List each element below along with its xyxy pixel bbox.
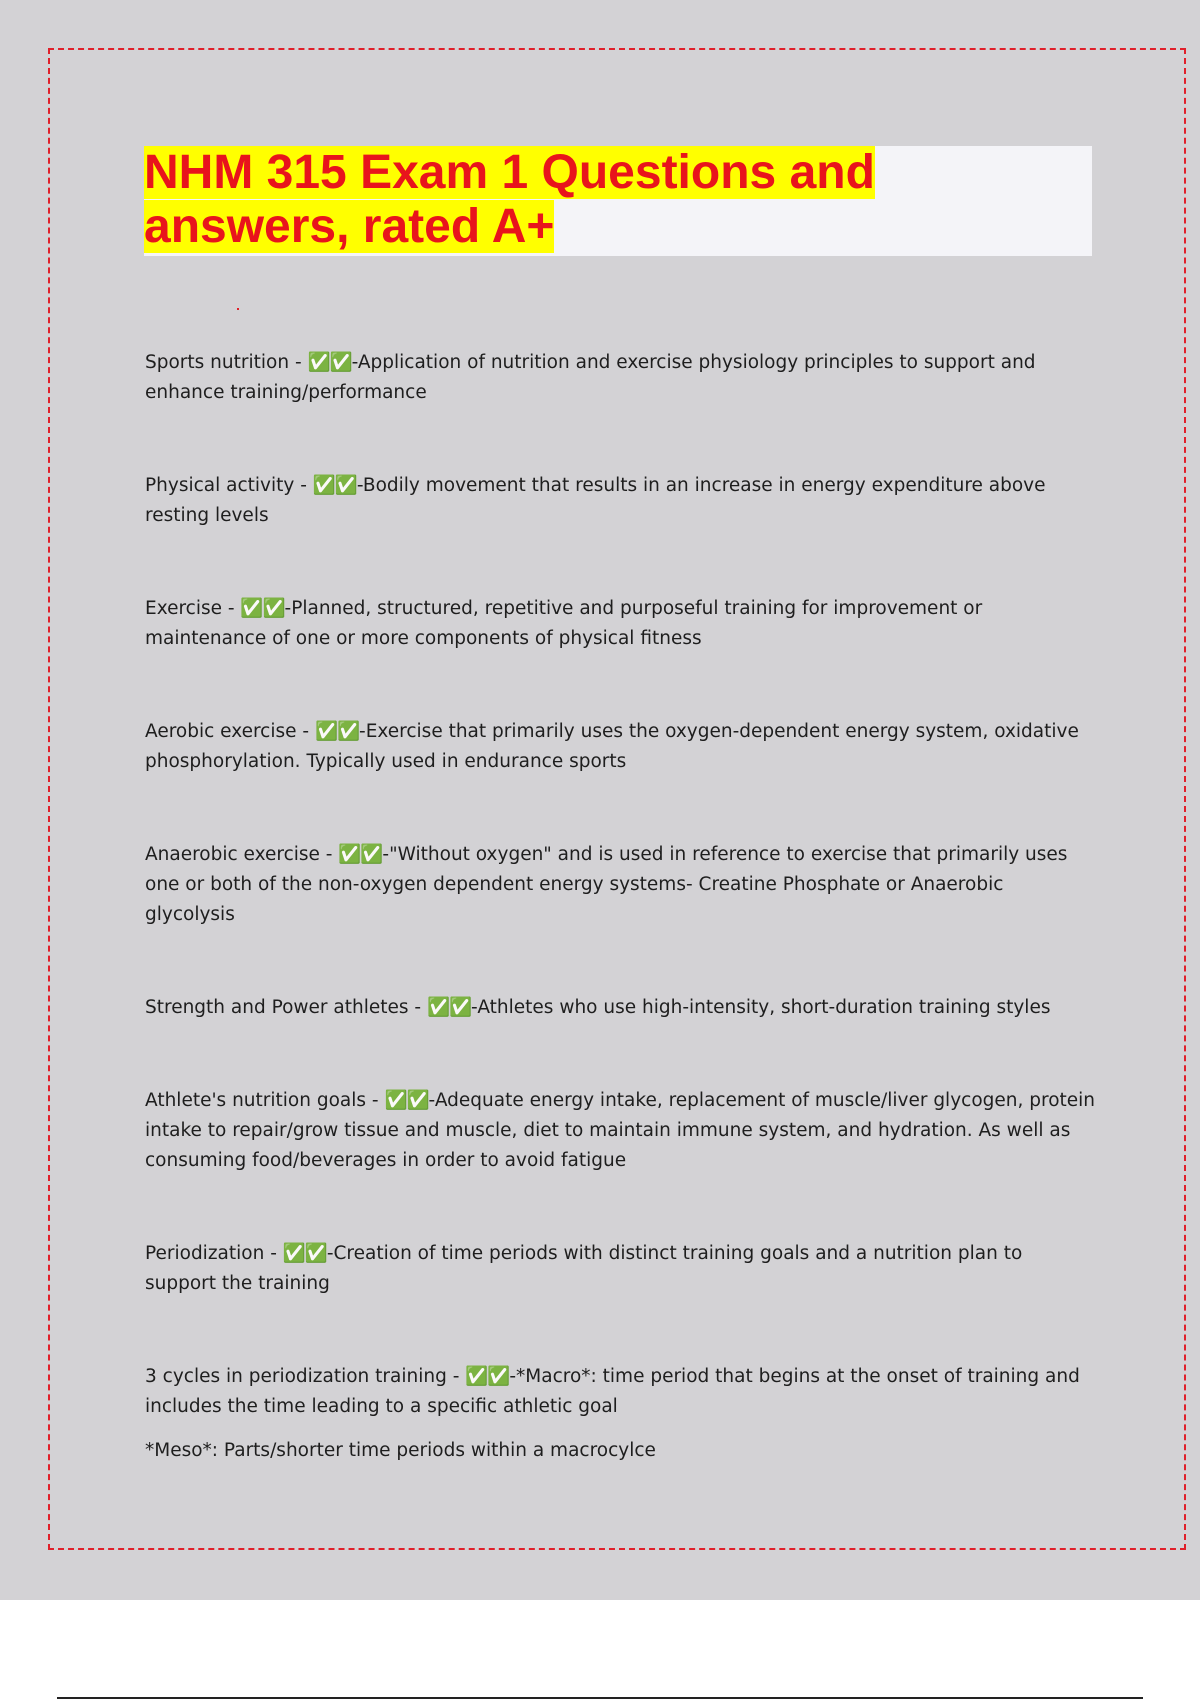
term: Athlete's nutrition goals bbox=[145, 1090, 367, 1111]
double-check-mark-icon: ✅✅ bbox=[282, 1243, 327, 1264]
dash: - bbox=[356, 475, 363, 496]
double-check-mark-icon: ✅✅ bbox=[465, 1366, 510, 1387]
definition: *Macro*: time period that begins at the onset of training and includes the time leading to a specific athletic goal bbox=[145, 1366, 1080, 1417]
dash: - bbox=[382, 844, 390, 865]
list-item bbox=[145, 717, 1095, 777]
list-item bbox=[145, 1086, 1095, 1176]
list-item bbox=[145, 1239, 1095, 1299]
title-line-2: answers, rated A+ bbox=[144, 200, 555, 253]
definition: Athletes who use high-intensity, short-duration training styles bbox=[477, 997, 1051, 1018]
double-check-mark-icon: ✅✅ bbox=[307, 352, 352, 373]
term: Strength and Power athletes bbox=[145, 997, 409, 1018]
double-check-mark-icon: ✅✅ bbox=[426, 997, 472, 1018]
definition: Application of nutrition and exercise physiology principles to support and enhance training/performance bbox=[145, 352, 1036, 403]
separator: - bbox=[319, 844, 339, 865]
double-check-mark-icon: ✅✅ bbox=[312, 475, 357, 496]
double-check-mark-icon: ✅✅ bbox=[240, 598, 285, 619]
term: Aerobic exercise bbox=[145, 721, 297, 742]
dash: - bbox=[428, 1090, 435, 1111]
list-item bbox=[145, 840, 1095, 930]
double-check-mark-icon: ✅✅ bbox=[384, 1090, 429, 1111]
term: Sports nutrition bbox=[145, 352, 290, 373]
definition: Bodily movement that results in an increase in energy expenditure above resting levels bbox=[145, 475, 1046, 526]
term: Physical activity bbox=[145, 475, 295, 496]
document-title bbox=[144, 146, 904, 254]
separator: - bbox=[289, 352, 308, 373]
double-check-mark-icon: ✅✅ bbox=[338, 844, 383, 865]
definition: Exercise that primarily uses the oxygen-dependent energy system, oxidative phosphorylation. Typically used in endurance sports bbox=[145, 721, 1079, 772]
dash: - bbox=[471, 997, 478, 1018]
bottom-divider bbox=[57, 1697, 1143, 1699]
list-item bbox=[145, 993, 1095, 1023]
separator: - bbox=[294, 475, 313, 496]
double-check-mark-icon: ✅✅ bbox=[314, 721, 360, 742]
stray-dot bbox=[237, 308, 239, 310]
list-item bbox=[145, 1362, 1095, 1422]
term: 3 cycles in periodization training bbox=[145, 1366, 447, 1387]
dash: - bbox=[509, 1366, 517, 1387]
dash: - bbox=[326, 1243, 334, 1264]
list-item bbox=[145, 348, 1095, 408]
definition: Adequate energy intake, replacement of muscle/liver glycogen, protein intake to repair/grow tissue and muscle, diet to maintain immune system, and hydration. As well as consuming food/beverages in order to avoid fatigue bbox=[145, 1090, 1096, 1171]
title-line-1: NHM 315 Exam 1 Questions and bbox=[144, 146, 875, 199]
definition: Creation of time periods with distinct training goals and a nutrition plan to support the training bbox=[145, 1243, 1023, 1294]
definition: Planned, structured, repetitive and purposeful training for improvement or maintenance of one or more components of physical fitness bbox=[145, 598, 983, 649]
separator: - bbox=[296, 721, 315, 742]
term: Anaerobic exercise bbox=[145, 844, 320, 865]
definition: "Without oxygen" and is used in reference to exercise that primarily uses one or both of the non-oxygen dependent energy systems- Creatine Phosphate or Anaerobic glycolysis bbox=[145, 844, 1068, 925]
separator: - bbox=[221, 598, 241, 619]
separator: - bbox=[408, 997, 427, 1018]
dash: - bbox=[359, 721, 366, 742]
separator: - bbox=[264, 1243, 283, 1264]
term: Exercise bbox=[145, 598, 222, 619]
list-item bbox=[145, 471, 1095, 531]
list-item bbox=[145, 594, 1095, 654]
term: Periodization bbox=[145, 1243, 265, 1264]
dash: - bbox=[284, 598, 292, 619]
continuation-line: *Meso*: Parts/shorter time periods within a macrocylce bbox=[145, 1440, 656, 1461]
flashcard-list bbox=[145, 348, 1095, 1466]
separator: - bbox=[366, 1090, 385, 1111]
dash: - bbox=[351, 352, 358, 373]
separator: - bbox=[446, 1366, 466, 1387]
